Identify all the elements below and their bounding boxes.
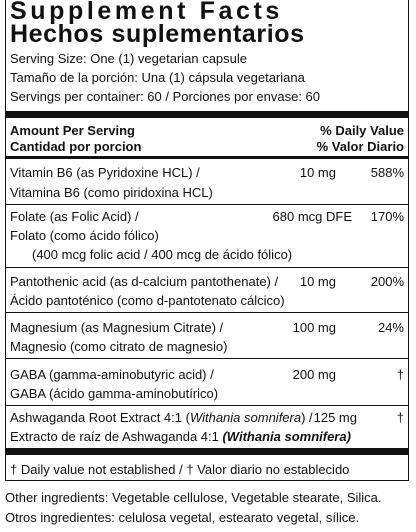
nutrient-name-spanish: Folato (como ácido fólico) xyxy=(10,228,159,243)
nutrient-amount: 100 mg xyxy=(292,320,336,335)
nutrient-name-spanish: Vitamina B6 (como piridoxina HCL) xyxy=(10,185,213,200)
header-divider xyxy=(5,156,409,159)
nutrient-name-part: ) / xyxy=(301,410,313,425)
nutrient-detail: (400 mcg folic acid / 400 mcg de ácido fólico) xyxy=(32,247,293,262)
nutrient-name-part: Ashwaganda Root Extract 4:1 ( xyxy=(10,410,190,425)
daily-value-header: % Daily Value xyxy=(320,123,404,138)
amount-per-serving-header: Amount Per Serving xyxy=(10,123,135,138)
nutrient-name: Pantothenic acid (as d-calcium pantothenate) / xyxy=(10,274,279,289)
nutrient-name: Folate (as Folic Acid) / xyxy=(10,209,139,224)
amount-per-serving-header-spanish: Cantidad por porcion xyxy=(10,139,142,154)
title-spanish: Hechos suplementarios xyxy=(10,20,305,48)
other-ingredients-spanish: Otros ingredientes: celulosa vegetal, estearato vegetal, sílice. xyxy=(5,510,360,525)
nutrient-daily-value: 170% xyxy=(370,209,404,224)
nutrient-name-part: Extracto de raíz de Ashwaganda 4:1 xyxy=(10,429,223,444)
nutrient-daily-value: 200% xyxy=(370,274,404,289)
nutrient-name-spanish: Magnesio (como citrato de magnesio) xyxy=(10,339,228,354)
row-divider xyxy=(5,312,409,313)
nutrient-amount: 10 mg xyxy=(299,165,336,180)
nutrient-name xyxy=(10,411,313,424)
nutrient-daily-value: 24% xyxy=(377,320,404,335)
nutrient-name-latin: (Withania somnifera) xyxy=(222,429,351,444)
row-divider xyxy=(5,204,409,205)
daily-value-header-spanish: % Valor Diario xyxy=(316,139,404,154)
nutrient-name: Magnesium (as Magnesium Citrate) / xyxy=(10,320,224,335)
nutrient-daily-value: † xyxy=(396,410,404,425)
footnote: † Daily value not established / † Valor diario no establecido xyxy=(10,462,350,477)
row-divider xyxy=(5,267,409,268)
nutrient-daily-value: † xyxy=(396,367,404,382)
nutrient-name-spanish xyxy=(10,430,351,443)
title-english: Supplement Facts xyxy=(10,0,283,25)
servings-per-container: Servings per container: 60 / Porciones por envase: 60 xyxy=(10,89,321,104)
nutrient-name-spanish: GABA (ácido gamma-aminobutírico) xyxy=(10,386,219,401)
nutrient-name-latin: Withania somnifera xyxy=(189,410,302,425)
nutrient-name: GABA (gamma-aminobutyric acid) / xyxy=(10,367,214,382)
nutrient-daily-value: 588% xyxy=(370,165,404,180)
nutrient-name: Vitamin B6 (as Pyridoxine HCL) / xyxy=(10,165,200,180)
other-ingredients: Other ingredients: Vegetable cellulose, Vegetable stearate, Silica. xyxy=(5,490,382,505)
row-divider xyxy=(5,405,409,406)
nutrient-amount: 680 mcg DFE xyxy=(272,209,352,224)
nutrient-amount: 200 mg xyxy=(292,367,336,382)
nutrient-amount: 10 mg xyxy=(299,274,336,289)
row-divider xyxy=(5,358,409,359)
thick-divider xyxy=(5,448,409,455)
nutrient-name-spanish: Ácido pantoténico (como d-pantotenato cálcico) xyxy=(10,293,285,308)
thick-divider xyxy=(5,111,409,118)
nutrient-amount: 125 mg xyxy=(313,410,357,425)
serving-size-spanish: Tamaño de la porción: Una (1) cápsula vegetariana xyxy=(10,70,305,85)
serving-size: Serving Size: One (1) vegetarian capsule xyxy=(10,51,248,66)
